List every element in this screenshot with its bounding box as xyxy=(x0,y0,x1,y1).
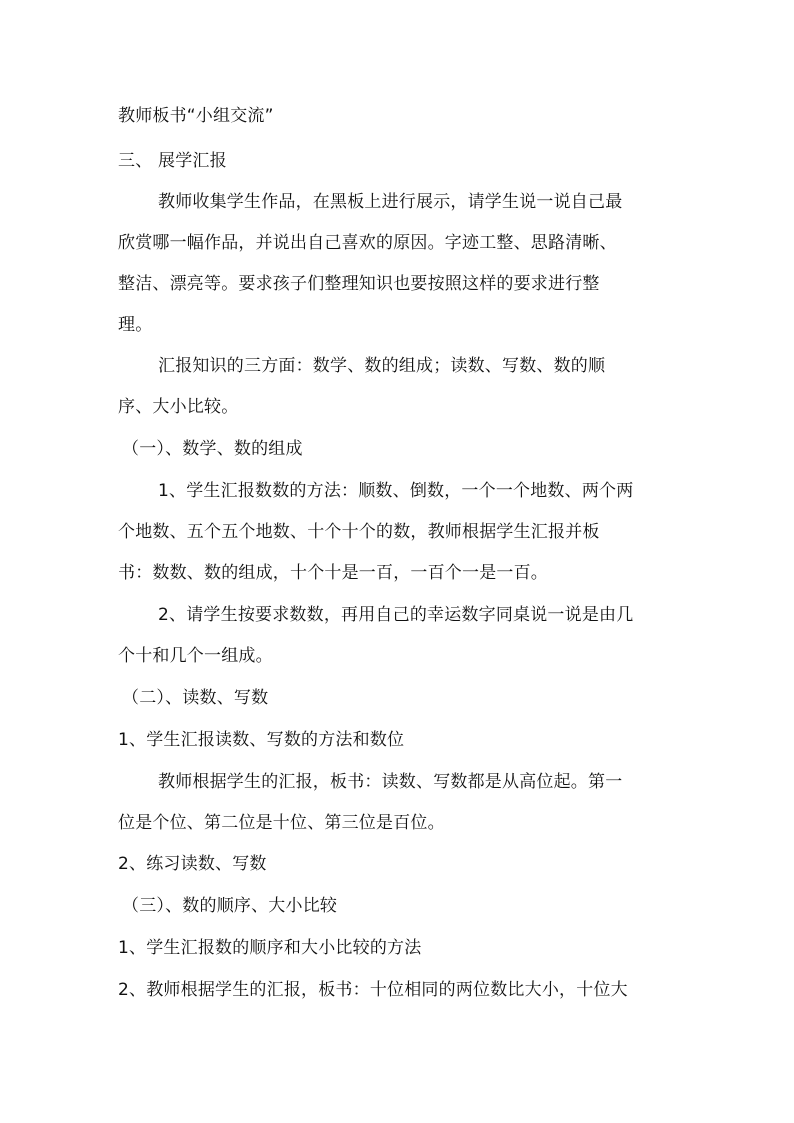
subsection-heading-3: （三）、数的顺序、大小比较 xyxy=(122,896,338,916)
paragraph-line: 2、练习读数、写数 xyxy=(118,854,267,874)
paragraph-line: 教师根据学生的汇报，板书：读数、写数都是从高位起。第一 xyxy=(158,772,623,792)
paragraph-line: 理。 xyxy=(118,315,153,335)
paragraph-line: 教师收集学生作品，在黑板上进行展示，请学生说一说自己最 xyxy=(158,192,623,212)
board-note-line: 教师板书“小组交流” xyxy=(118,106,274,126)
paragraph-line: 序、大小比较。 xyxy=(118,397,239,417)
paragraph-line: 2、教师根据学生的汇报，板书：十位相同的两位数比大小，十位大 xyxy=(118,980,628,1000)
paragraph-line: 2、请学生按要求数数，再用自己的幸运数字同桌说一说是由几 xyxy=(158,605,634,625)
paragraph-line: 1、学生汇报数的顺序和大小比较的方法 xyxy=(118,938,422,958)
paragraph-line: 整洁、漂亮等。要求孩子们整理知识也要按照这样的要求进行整 xyxy=(118,274,600,294)
paragraph-line: 1、学生汇报读数、写数的方法和数位 xyxy=(118,730,405,750)
paragraph-line: 汇报知识的三方面：数学、数的组成；读数、写数、数的顺 xyxy=(158,356,606,376)
paragraph-line: 位是个位、第二位是十位、第三位是百位。 xyxy=(118,813,445,833)
paragraph-line: 1、学生汇报数数的方法：顺数、倒数，一个一个地数、两个两 xyxy=(158,481,634,501)
paragraph-line: 个地数、五个五个地数、十个十个的数，教师根据学生汇报并板 xyxy=(118,522,600,542)
subsection-heading-1: （一）、数学、数的组成 xyxy=(122,439,303,459)
section-heading-3: 三、 展学汇报 xyxy=(118,151,227,171)
paragraph-line: 欣赏哪一幅作品，并说出自己喜欢的原因。字迹工整、思路清晰、 xyxy=(118,233,617,253)
paragraph-line: 个十和几个一组成。 xyxy=(118,646,273,666)
paragraph-line: 书：数数、数的组成，十个十是一百，一百个一是一百。 xyxy=(118,563,548,583)
subsection-heading-2: （二）、读数、写数 xyxy=(122,688,269,708)
